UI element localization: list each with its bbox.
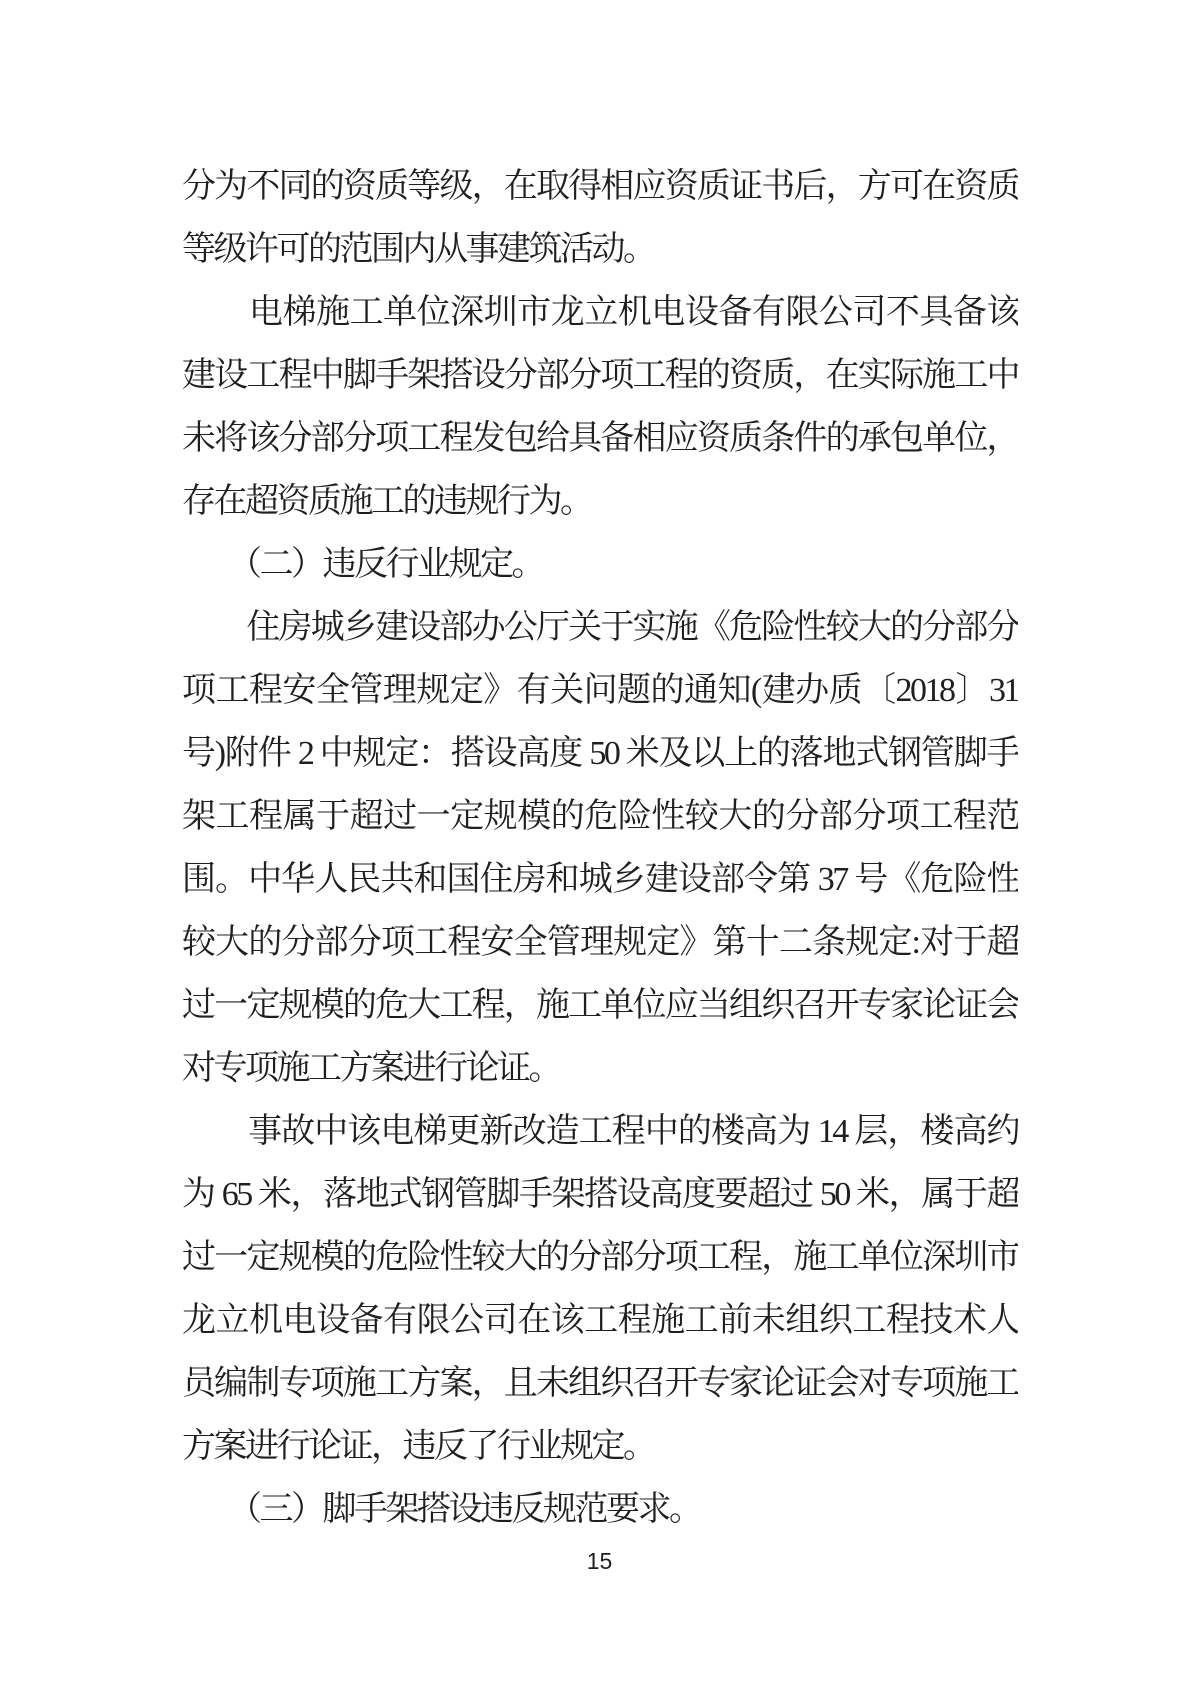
text-line: 员编制专项施工方案，且未组织召开专家论证会对专项施工 bbox=[182, 1365, 1018, 1402]
text-line: 分为不同的资质等级，在取得相应资质证书后，方可在资质 bbox=[182, 168, 1018, 205]
page-number: 15 bbox=[586, 1548, 613, 1574]
text-line: 号)附件 2 中规定：搭设高度 50 米及以上的落地式钢管脚手 bbox=[182, 735, 1018, 772]
text-line: 方案进行论证，违反了行业规定。 bbox=[182, 1428, 655, 1465]
text-line: 围。中华人民共和国住房和城乡建设部令第 37 号《危险性 bbox=[182, 861, 1018, 898]
text-line: 电梯施工单位深圳市龙立机电设备有限公司不具备该 bbox=[182, 294, 1018, 331]
text-line: 过一定规模的危险性较大的分部分项工程，施工单位深圳市 bbox=[182, 1239, 1018, 1276]
text-line: 建设工程中脚手架搭设分部分项工程的资质，在实际施工中 bbox=[182, 357, 1018, 394]
section-heading-line: （三）脚手架搭设违反规范要求。 bbox=[182, 1491, 701, 1528]
text-line: 较大的分部分项工程安全管理规定》第十二条规定:对于超 bbox=[182, 924, 1018, 961]
text-line: 架工程属于超过一定规模的危险性较大的分部分项工程范 bbox=[182, 798, 1018, 835]
text-line: 住房城乡建设部办公厅关于实施《危险性较大的分部分 bbox=[182, 609, 1018, 646]
text-line: 项工程安全管理规定》有关问题的通知(建办质〔2018〕31 bbox=[182, 672, 1018, 709]
text-line: 未将该分部分项工程发包给具备相应资质条件的承包单位， bbox=[182, 420, 1018, 457]
text-line: 过一定规模的危大工程，施工单位应当组织召开专家论证会 bbox=[182, 987, 1018, 1024]
section-heading-line: （二）违反行业规定。 bbox=[182, 546, 543, 583]
text-line: 存在超资质施工的违规行为。 bbox=[182, 483, 592, 520]
text-line: 对专项施工方案进行论证。 bbox=[182, 1050, 560, 1087]
document-body bbox=[182, 155, 1018, 1541]
text-line: 为 65 米，落地式钢管脚手架搭设高度要超过 50 米，属于超 bbox=[182, 1176, 1018, 1213]
text-line: 龙立机电设备有限公司在该工程施工前未组织工程技术人 bbox=[182, 1302, 1018, 1339]
text-line: 事故中该电梯更新改造工程中的楼高为 14 层，楼高约 bbox=[182, 1113, 1018, 1150]
text-line: 等级许可的范围内从事建筑活动。 bbox=[182, 231, 655, 268]
